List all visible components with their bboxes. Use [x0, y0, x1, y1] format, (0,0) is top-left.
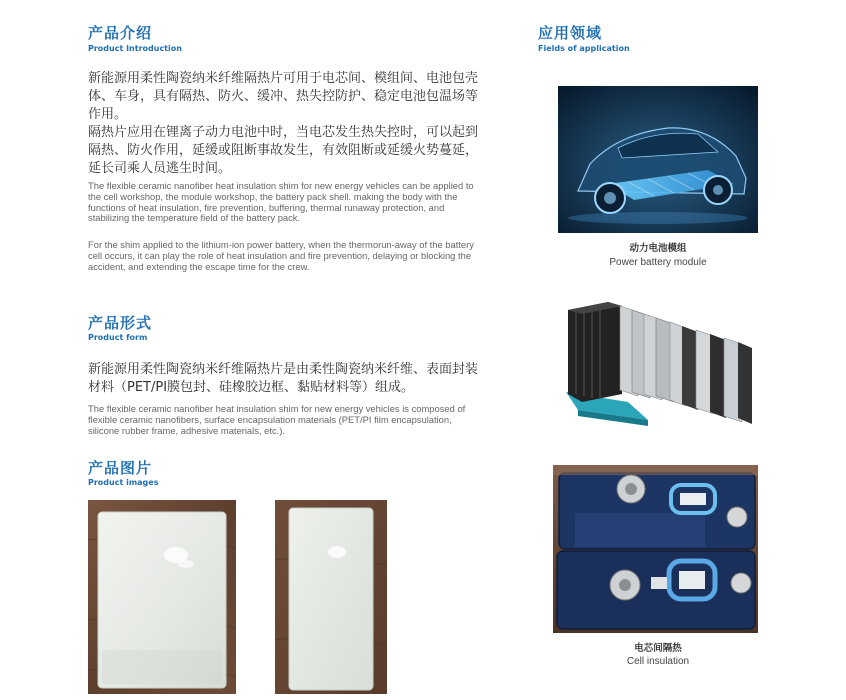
- form-paragraph-en: The flexible ceramic nanofiber heat insulation shim for new energy vehicles is composed of flexible ceramic nanofibers, surface encapsulation materials (PET/PI film encapsulation, silicone rubber frame, adhesive materials, etc.).: [88, 403, 466, 436]
- intro-title-en: Product Introduction: [88, 44, 182, 53]
- caption-cell-insulation-zh: 电芯间隔热: [634, 643, 682, 654]
- form-title-en: Product form: [88, 333, 148, 342]
- caption-battery-module-zh: 动力电池模组: [629, 243, 687, 254]
- images-title-en: Product images: [88, 478, 159, 487]
- images-title-zh: 产品图片: [88, 459, 153, 477]
- intro-paragraph-2-zh: 隔热片应用在锂离子动力电池中时，当电芯发生热失控时，可以起到隔热、防火作用，延缓或阻断事故发生，有效阻断或延缓火势蔓延，延长司乘人员逃生时间。: [88, 125, 479, 176]
- product-photo-small: [275, 500, 387, 694]
- intro-paragraph-1-en: The flexible ceramic nanofiber heat insulation shim for new energy vehicles can be applied to the cell workshop, the module workshop, the battery pack shell. making the body with the functions of heat insulation, fire prevention, buffering, thermal runaway protection, and stabilizing the temperature field of the battery pack.: [88, 180, 474, 224]
- intro-paragraph-2-en: For the shim applied to the lithium-ion power battery, when the thermorun-away of the battery cell occurs, it can play the role of heat insulation and fire prevention, delaying or blocking the accident, and extending the escape time for the crew.: [88, 239, 474, 272]
- intro-paragraph-1-zh: 新能源用柔性陶瓷纳米纤维隔热片可用于电芯间、模组间、电池包壳体、车身，具有隔热、防火、缓冲、热失控防护、稳定电池包温场等作用。: [88, 71, 479, 122]
- ev-battery-car-image: [558, 86, 758, 233]
- exploded-module-image: [558, 294, 758, 434]
- caption-cell-insulation-en: Cell insulation: [626, 656, 690, 667]
- cell-insulation-image: [553, 465, 758, 633]
- form-title-zh: 产品形式: [88, 314, 153, 332]
- fields-title-en: Fields of application: [538, 44, 630, 53]
- product-photo-large: [88, 500, 236, 694]
- caption-battery-module-en: Power battery module: [609, 257, 707, 268]
- form-paragraph-zh: 新能源用柔性陶瓷纳米纤维隔热片是由柔性陶瓷纳米纤维、表面封装材料（PET/PI膜包封、硅橡胶边框、黏贴材料等）组成。: [88, 362, 479, 395]
- intro-title-zh: 产品介绍: [88, 24, 153, 42]
- fields-title-zh: 应用领域: [538, 24, 603, 42]
